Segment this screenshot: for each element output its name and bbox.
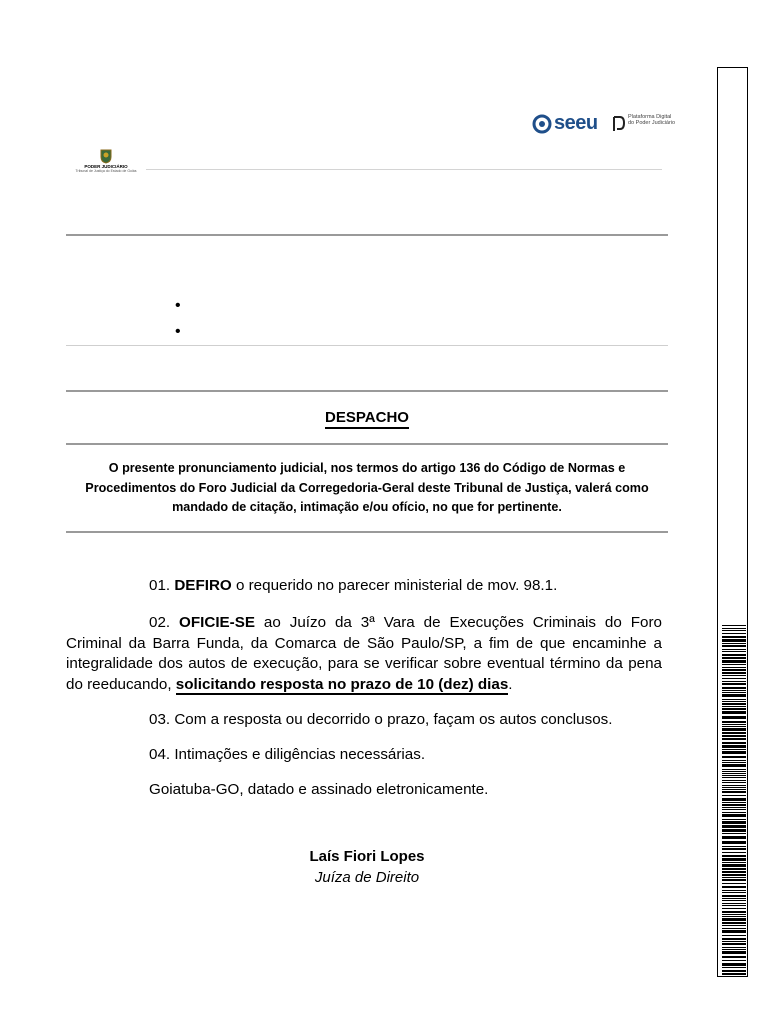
divider: [66, 531, 668, 533]
platform-text: Plataforma Digital do Poder Judiciário: [628, 114, 676, 126]
crest: [74, 148, 138, 178]
signer-role: Juíza de Direito: [314, 869, 420, 886]
platform-digital-icon: [612, 115, 626, 133]
divider: [66, 390, 668, 392]
barcode-icon: [722, 625, 746, 975]
divider: [66, 443, 668, 445]
seeu-logo: [532, 112, 676, 136]
list-bullet: •: [175, 323, 181, 340]
paragraph-01: 01. DEFIRO o requerido no parecer ministerial de mov. 98.1.: [149, 577, 558, 594]
crest-title: PODER JUDICIÁRIO: [84, 164, 128, 169]
seeu-logo-icon: [532, 114, 552, 134]
divider: [66, 234, 668, 236]
deadline-emphasis: solicitando resposta no prazo de 10 (dez) dias: [175, 675, 509, 693]
seeu-logo-text: seeu: [554, 112, 598, 134]
header-rule: [146, 169, 662, 170]
signer-name: Laís Fiori Lopes: [309, 848, 425, 865]
divider: [66, 345, 668, 346]
paragraph-04: 04. Intimações e diligências necessárias.: [149, 746, 426, 763]
page-title: DESPACHO: [66, 409, 668, 427]
legal-notice: O presente pronunciamento judicial, nos termos do artigo 136 do Código de Normas e Procedimentos do Foro Judicial da Corregedoria-Geral deste Tribunal de Justiça, valerá como mandado de citação, intimação e/ou ofício, no que for pertinente.: [85, 461, 649, 514]
paragraph-03: 03. Com a resposta ou decorrido o prazo, façam os autos conclusos.: [149, 711, 613, 728]
coat-of-arms-icon: [98, 148, 114, 164]
paragraph-02: 02. OFICIE-SE ao Juízo da 3ª Vara de Execuções Criminais do Foro Criminal da Barra Funda, da Comarca de São Paulo/SP, a fim de que encaminhe a integralidade dos autos de execução, para se verificar sobre eventual término da pena do reeducando, solicitando resposta no prazo de 10 (dez) dias.: [66, 614, 662, 693]
place-date: Goiatuba-GO, datado e assinado eletronicamente.: [149, 781, 489, 798]
list-bullet: •: [175, 297, 181, 314]
crest-subtitle: Tribunal de Justiça do Estado de Goiás: [75, 169, 137, 173]
